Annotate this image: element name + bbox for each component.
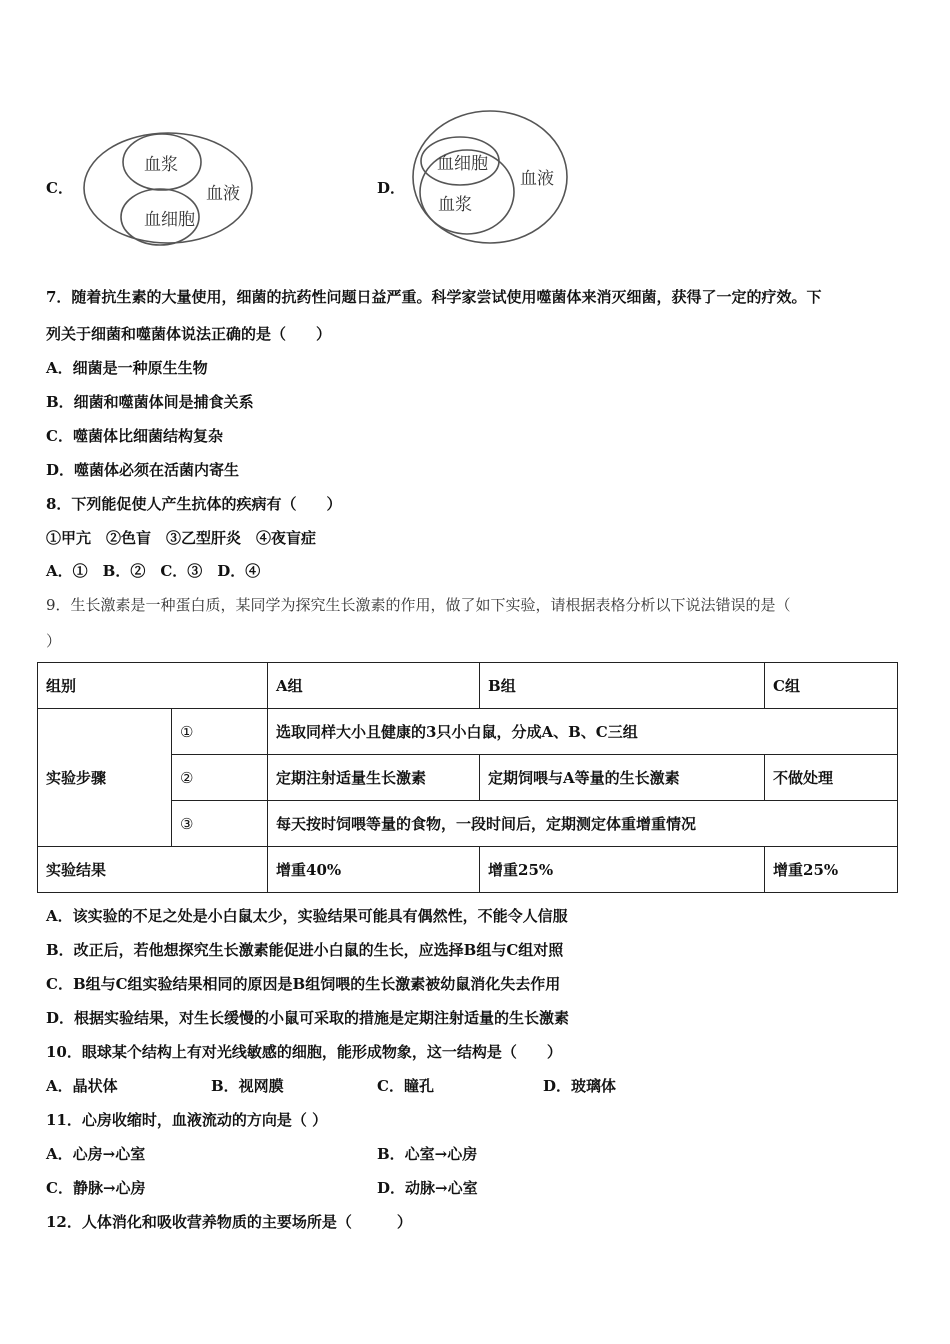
q7-option-a: A．细菌是一种原生生物 <box>46 359 208 377</box>
q9-option-c: C．B组与C组实验结果相同的原因是B组饲喂的生长激素被幼鼠消化失去作用 <box>46 975 561 993</box>
q11-option-d: D．动脉→心室 <box>377 1179 478 1197</box>
step2-c: 不做处理 <box>765 755 898 801</box>
q7-stem-line1: 7．随着抗生素的大量使用，细菌的抗药性问题日益严重。科学家尝试使用噬菌体来消灭细菌，获得了一定的疗效。下 <box>46 288 822 306</box>
q10-option-d: D．玻璃体 <box>543 1077 617 1095</box>
diagram-c <box>80 128 260 248</box>
steps-label: 实验步骤 <box>38 709 172 847</box>
q11-stem: 11．心房收缩时，血液流动的方向是（ ） <box>46 1111 328 1129</box>
table-row <box>38 709 898 755</box>
diagram-c-plasma-label: 血浆 <box>144 155 178 175</box>
q7-option-b: B．细菌和噬菌体间是捕食关系 <box>46 393 254 411</box>
step3-text: 每天按时饲喂等量的食物，一段时间后，定期测定体重增重情况 <box>268 801 898 847</box>
q12-stem: 12．人体消化和吸收营养物质的主要场所是（ ） <box>46 1213 412 1231</box>
q8-items: ①甲亢 ②色盲 ③乙型肝炎 ④夜盲症 <box>46 529 317 547</box>
experiment-table <box>37 662 898 893</box>
q9-stem-line1: 9．生长激素是一种蛋白质，某同学为探究生长激素的作用，做了如下实验，请根据表格分析以下说法错误的是（ <box>46 596 791 614</box>
q9-option-b: B．改正后，若他想探究生长激素能促进小白鼠的生长，应选择B组与C组对照 <box>46 941 564 959</box>
result-b: 增重25% <box>480 847 765 893</box>
step1-text: 选取同样大小且健康的3只小白鼠，分成A、B、C三组 <box>268 709 898 755</box>
q7-stem-line2: 列关于细菌和噬菌体说法正确的是（ ） <box>46 325 332 343</box>
q9-stem-line2: ） <box>46 632 62 650</box>
option-c-label: C． <box>46 179 73 197</box>
step-mark-1: ① <box>172 709 268 755</box>
diagram-d-cell-label: 血细胞 <box>437 154 488 174</box>
table-header-row <box>38 663 898 709</box>
q7-option-d: D．噬菌体必须在活菌内寄生 <box>46 461 240 479</box>
q9-option-d: D．根据实验结果，对生长缓慢的小鼠可采取的措施是定期注射适量的生长激素 <box>46 1009 570 1027</box>
q11-option-c: C．静脉→心房 <box>46 1179 146 1197</box>
q11-option-a: A．心房→心室 <box>46 1145 146 1163</box>
option-d-label: D． <box>377 179 406 197</box>
q8-stem: 8．下列能促使人产生抗体的疾病有（ ） <box>46 495 342 513</box>
header-c: C组 <box>765 663 898 709</box>
result-a: 增重40% <box>268 847 480 893</box>
step2-b: 定期饲喂与A等量的生长激素 <box>480 755 765 801</box>
q8-options: A．① B．② C．③ D．④ <box>46 562 261 580</box>
diagram-c-blood-label: 血液 <box>206 184 240 204</box>
q10-option-b: B．视网膜 <box>211 1077 284 1095</box>
result-c: 增重25% <box>765 847 898 893</box>
diagram-d-blood-label: 血液 <box>520 169 554 189</box>
diagram-d <box>410 106 580 251</box>
q11-option-b: B．心室→心房 <box>377 1145 478 1163</box>
diagram-d-plasma-label: 血浆 <box>438 195 472 215</box>
diagram-c-cell-label: 血细胞 <box>144 210 195 230</box>
header-group: 组别 <box>38 663 268 709</box>
result-label: 实验结果 <box>38 847 268 893</box>
step-mark-2: ② <box>172 755 268 801</box>
q10-option-c: C．瞳孔 <box>377 1077 434 1095</box>
q10-stem: 10．眼球某个结构上有对光线敏感的细胞，能形成物象，这一结构是（ ） <box>46 1043 562 1061</box>
q10-option-a: A．晶状体 <box>46 1077 118 1095</box>
q7-option-c: C．噬菌体比细菌结构复杂 <box>46 427 223 445</box>
step2-a: 定期注射适量生长激素 <box>268 755 480 801</box>
header-b: B组 <box>480 663 765 709</box>
step-mark-3: ③ <box>172 801 268 847</box>
table-row <box>38 847 898 893</box>
q9-option-a: A．该实验的不足之处是小白鼠太少，实验结果可能具有偶然性，不能令人信服 <box>46 907 568 925</box>
header-a: A组 <box>268 663 480 709</box>
